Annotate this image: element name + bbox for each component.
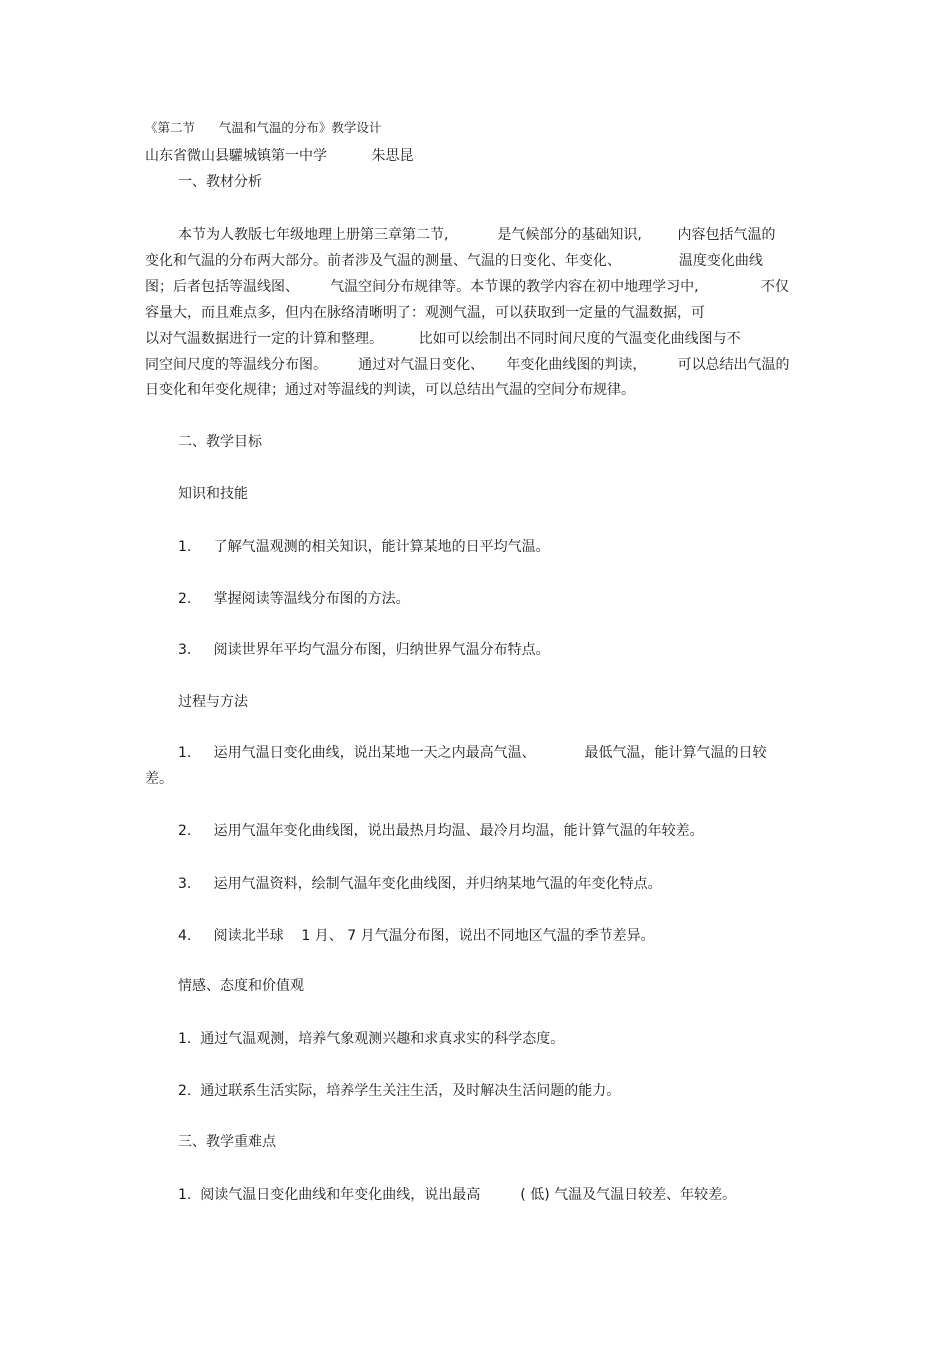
analysis-line: 日变化和年变化规律；通过对等温线的判读，可以总结出气温的空间分布规律。 — [145, 382, 635, 398]
author-line: 山东省微山县驩城镇第一中学 朱思昆 — [145, 148, 414, 164]
analysis-line: 图；后者包括等温线图、 气温空间分布规律等。本节课的教学内容在初中地理学习中, 不仅 — [145, 279, 789, 295]
process-item: 3. 运用气温资料，绘制气温年变化曲线图，并归纳某地气温的年变化特点。 — [178, 876, 662, 892]
analysis-line: 变化和气温的分布两大部分。前者涉及气温的测量、气温的日变化、年变化、 温度变化曲线 — [145, 253, 763, 269]
section-heading-goals: 二、教学目标 — [178, 434, 262, 450]
subheading-process: 过程与方法 — [178, 694, 248, 710]
document-title: 《第二节 气温和气温的分布》教学设计 — [145, 120, 382, 135]
emotion-item: 1. 通过气温观测，培养气象观测兴趣和求真求实的科学态度。 — [178, 1031, 565, 1047]
subheading-knowledge: 知识和技能 — [178, 486, 248, 502]
key-point-item: 1. 阅读气温日变化曲线和年变化曲线，说出最高 ( 低) 气温及气温日较差、年较差。 — [178, 1187, 737, 1203]
emotion-item: 2. 通过联系生活实际，培养学生关注生活，及时解决生活问题的能力。 — [178, 1083, 621, 1099]
knowledge-item: 3. 阅读世界年平均气温分布图，归纳世界气温分布特点。 — [178, 642, 550, 658]
knowledge-item: 1. 了解气温观测的相关知识，能计算某地的日平均气温。 — [178, 539, 550, 555]
analysis-line: 本节为人教版七年级地理上册第三章第二节, 是气候部分的基础知识, 内容包括气温的 — [178, 227, 776, 243]
knowledge-item: 2. 掌握阅读等温线分布图的方法。 — [178, 591, 410, 607]
section-heading-analysis: 一、教材分析 — [178, 174, 262, 190]
analysis-line: 容量大，而且难点多，但内在脉络清晰明了：观测气温，可以获取到一定量的气温数据，可 — [145, 305, 705, 321]
analysis-line: 以对气温数据进行一定的计算和整理。 比如可以绘制出不同时间尺度的气温变化曲线图与不 — [145, 331, 741, 347]
process-item-continuation: 差。 — [145, 771, 173, 787]
process-item: 4. 阅读北半球 1 月、 7 月气温分布图，说出不同地区气温的季节差异。 — [178, 928, 655, 944]
section-heading-key-points: 三、教学重难点 — [178, 1134, 276, 1150]
process-item: 1. 运用气温日变化曲线，说出某地一天之内最高气温、 最低气温，能计算气温的日较 — [178, 745, 767, 761]
process-item: 2. 运用气温年变化曲线图，说出最热月均温、最冷月均温，能计算气温的年较差。 — [178, 823, 704, 839]
subheading-emotion: 情感、态度和价值观 — [178, 978, 304, 994]
analysis-line: 同空间尺度的等温线分布图。 通过对气温日变化、 年变化曲线图的判读， 可以总结出气温的 — [145, 357, 790, 373]
